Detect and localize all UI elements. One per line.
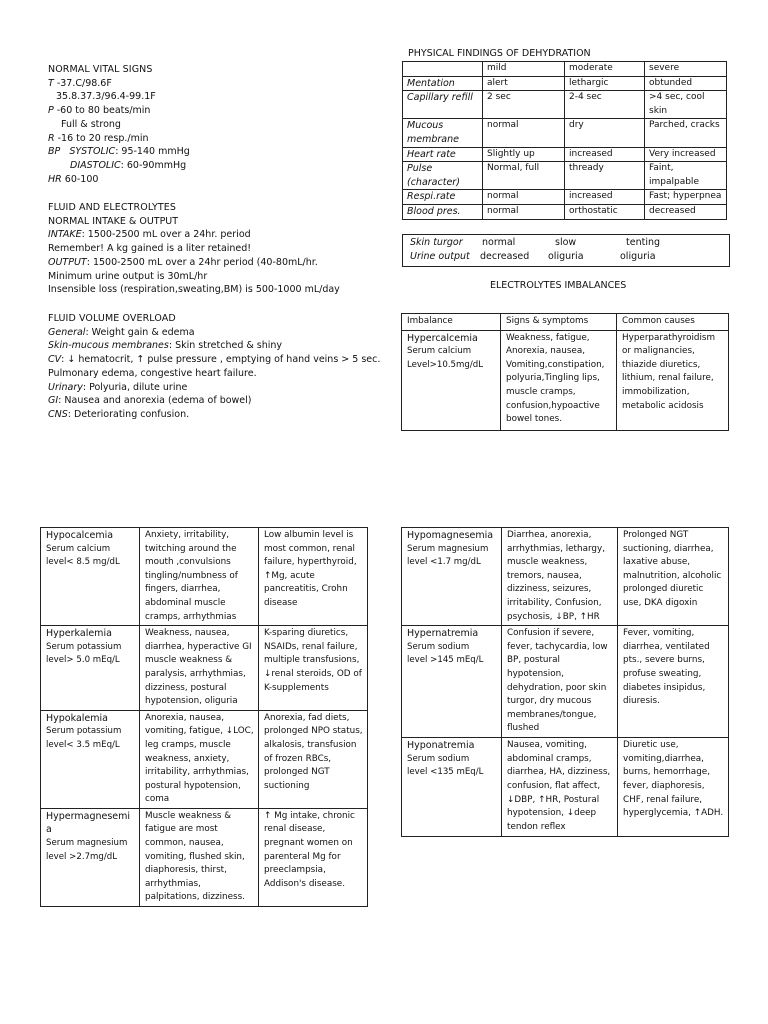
table-header-cell — [403, 62, 483, 77]
imbalance-sub1: Serum sodium — [407, 753, 470, 764]
table-cell: Normal, full — [483, 162, 565, 190]
table-cell: dry — [565, 119, 645, 147]
fluid-overload-section — [48, 312, 380, 422]
min-urine-line: Minimum urine output is 30mL/hr — [48, 270, 208, 282]
imbalance-cell — [402, 330, 501, 430]
imbalance-sub1: Serum calcium — [407, 346, 472, 357]
imbalance-sub2: level< 8.5 mg/dL — [46, 557, 120, 568]
intake-line: INTAKE: 1500-2500 mL over a 24hr. period — [48, 229, 251, 241]
gi-line: GI: Nausea and anorexia (edema of bowel) — [48, 395, 252, 407]
table-row — [402, 738, 729, 837]
table-row — [41, 808, 368, 906]
causes-cell: Fever, vomiting, diarrhea, ventilated pts., severe burns, profuse sweating, diabetes insipidus, diuresis. — [618, 626, 729, 738]
insensible-loss-line: Insensible loss (respiration,sweating,BM) is 500-1000 mL/day — [48, 284, 340, 296]
causes-cell: ↑ Mg intake, chronic renal disease, pregnant women on parenteral Mg for preeclampsia, Addison's disease. — [259, 808, 368, 906]
cns-line: CNS: Deteriorating confusion. — [48, 408, 190, 420]
causes-cell: K-sparing diuretics, NSAIDs, renal failure, multiple transfusions, ↓renal steroids, OD of K-supplements — [259, 626, 368, 711]
signs-cell: Muscle weakness & fatigue are most common, nausea, vomiting, flushed skin, diaphoresis, thirst, arrhythmias, palpitations, dizziness. — [140, 808, 259, 906]
signs-cell: Anorexia, nausea, vomiting, fatigue, ↓LOC, leg cramps, muscle weakness, anxiety, irritability, arrhythmias, postural hypotension, coma — [140, 710, 259, 808]
table-row — [403, 119, 727, 147]
diastolic-line: DIASTOLIC: 60-90mmHg — [70, 159, 187, 171]
fluid-electrolytes-section — [48, 201, 340, 297]
table-row — [403, 204, 727, 219]
imbalance-name: Hypokalemia — [46, 712, 108, 724]
table-header-cell: Signs & symptoms — [501, 314, 617, 331]
table-header-cell: mild — [483, 62, 565, 77]
table-header-cell: severe — [645, 62, 727, 77]
electrolytes-title: ELECTROLYTES IMBALANCES — [490, 280, 627, 291]
table-cell: normal — [483, 204, 565, 219]
table-cell: Very increased — [645, 147, 727, 162]
skin-turgor-severe: tenting — [626, 237, 661, 248]
imbalance-name: Hypocalcemia — [46, 530, 114, 541]
causes-cell: Prolonged NGT suctioning, diarrhea, laxative abuse, malnutrition, alcoholic prolonged diuretic use, DKA digoxin — [618, 528, 729, 626]
signs-cell: Weakness, nausea, diarrhea, hyperactive GI muscle weakness & paralysis, arrhythmias, dizziness, postural hypotension, oliguria — [140, 626, 259, 711]
fluid-subtitle: NORMAL INTAKE & OUTPUT — [48, 215, 179, 227]
imbalance-name: Hypercalcemia — [407, 332, 478, 344]
imbalance-sub2: level> 5.0 mEq/L — [46, 655, 120, 666]
causes-cell: Low albumin level is most common, renal failure, hyperthyroid, ↑Mg, acute pancreatitis, Crohn disease — [259, 528, 368, 626]
table-header-cell: moderate — [565, 62, 645, 77]
imbalance-name: Hyponatremia — [407, 740, 475, 752]
table-cell: alert — [483, 76, 565, 91]
systolic-line: BP SYSTOLIC: 95-140 mmHg — [48, 146, 190, 158]
imbalance-sub1: Serum potassium — [46, 641, 122, 652]
dehydration-title: PHYSICAL FINDINGS OF DEHYDRATION — [408, 48, 591, 59]
imbalance-sub1: Serum magnesium — [46, 838, 128, 849]
causes-cell: Diuretic use, vomiting,diarrhea, burns, hemorrhage, fever, diaphoresis, CHF, renal failure, hyperglycemia, ↑ADH. — [618, 738, 729, 837]
table-cell: Slightly up — [483, 147, 565, 162]
urine-output-mild: decreased — [480, 251, 530, 262]
cv-line: CV: ↓ hematocrit, ↑ pulse pressure , emptying of hand veins > 5 sec. — [48, 354, 381, 366]
skin-line: Skin-mucous membranes: Skin stretched & shiny — [48, 340, 283, 352]
imbalance-cell — [402, 626, 502, 738]
table-row — [403, 190, 727, 205]
row-label-cell: Blood pres. — [403, 204, 483, 219]
skin-turgor-label: Skin turgor — [410, 237, 463, 248]
causes-cell: Hyperparathyroidism or malignancies, thiazide diuretics, lithium, renal failure, immobilization, metabolic acidosis — [617, 330, 729, 430]
imbalance-sub2: level >2.7mg/dL — [46, 851, 117, 862]
urine-output-moderate: oliguria — [548, 251, 584, 262]
vital-signs-title: NORMAL VITAL SIGNS — [48, 64, 153, 75]
imbalance-cell — [402, 738, 502, 837]
imbalance-cell — [41, 528, 140, 626]
table-cell: thready — [565, 162, 645, 190]
table-cell: normal — [483, 190, 565, 205]
imbalance-sub2: level <1.7 mg/dL — [407, 557, 481, 568]
imbalance-cell — [41, 710, 140, 808]
signs-cell: Anxiety, irritability, twitching around the mouth ,convulsions tingling/numbness of fingers, diarrhea, abdominal muscle cramps, arrhythmias — [140, 528, 259, 626]
signs-cell: Nausea, vomiting, abdominal cramps, diarrhea, HA, dizziness, confusion, flat affect, ↓DBP, ↑HR, Postural hypotension, ↓deep tendon reflex — [502, 738, 618, 837]
table-cell: Fast; hyperpnea — [645, 190, 727, 205]
table-header-cell: Imbalance — [402, 314, 501, 331]
skin-turgor-mild: normal — [482, 237, 516, 248]
left-electrolytes-table — [40, 527, 368, 907]
row-label-cell: Pulse (character) — [403, 162, 483, 190]
fluid-title: FLUID AND ELECTROLYTES — [48, 202, 176, 213]
overload-title: FLUID VOLUME OVERLOAD — [48, 313, 176, 324]
row-label-cell: Mucous membrane — [403, 119, 483, 147]
electrolytes-header-row — [402, 314, 729, 331]
signs-cell: Weakness, fatigue, Anorexia, nausea, Vomiting,constipation, polyuria,Tingling lips, muscle cramps, confusion,hypoactive bowel tones. — [501, 330, 617, 430]
imbalance-sub2: level <135 mEq/L — [407, 767, 484, 778]
skin-turgor-moderate: slow — [555, 237, 577, 248]
left-electrolytes-body — [41, 528, 368, 907]
table-cell: obtunded — [645, 76, 727, 91]
pulse-line: P -60 to 80 beats/min — [48, 105, 151, 117]
imbalance-sub2: level >145 mEq/L — [407, 655, 484, 666]
table-cell: Faint, impalpable — [645, 162, 727, 190]
imbalance-sub1: Serum sodium — [407, 641, 470, 652]
hypercalcemia-table — [401, 313, 729, 431]
imbalance-sub2: Level>10.5mg/dL — [407, 359, 483, 370]
urine-output-label: Urine output — [410, 251, 470, 262]
imbalance-name: Hypomagnesemia — [407, 530, 494, 541]
right-electrolytes-body — [402, 528, 729, 837]
temperature-line: T -37.C/98.6F — [48, 77, 112, 89]
dehydration-table — [402, 61, 727, 220]
table-cell: >4 sec, cool skin — [645, 91, 727, 119]
imbalance-cell — [402, 528, 502, 626]
table-row — [402, 528, 729, 626]
urine-output-severe: oliguria — [620, 251, 656, 262]
table-row — [403, 162, 727, 190]
pulmonary-line: Pulmonary edema, congestive heart failure. — [48, 367, 257, 379]
imbalance-sub1: Serum potassium — [46, 726, 122, 737]
table-cell: Parched, cracks — [645, 119, 727, 147]
table-cell: normal — [483, 119, 565, 147]
table-row — [403, 91, 727, 119]
table-cell: decreased — [645, 204, 727, 219]
signs-cell: Confusion if severe, fever, tachycardia, low BP, postural hypotension, dehydration, poor skin turgor, dry mucous membranes/tongue, flushed — [502, 626, 618, 738]
table-cell: 2 sec — [483, 91, 565, 119]
table-row — [403, 76, 727, 91]
urinary-line: Urinary: Polyuria, dilute urine — [48, 381, 188, 393]
imbalance-sub2: level< 3.5 mEq/L — [46, 739, 120, 750]
dehydration-header-row — [403, 62, 727, 77]
table-cell: 2-4 sec — [565, 91, 645, 119]
imbalance-cell — [41, 626, 140, 711]
table-row — [41, 710, 368, 808]
heart-rate-line: HR 60-100 — [48, 173, 99, 185]
table-cell: lethargic — [565, 76, 645, 91]
row-label-cell: Heart rate — [403, 147, 483, 162]
row-label-cell: Capillary refill — [403, 91, 483, 119]
row-label-cell: Mentation — [403, 76, 483, 91]
imbalance-cell — [41, 808, 140, 906]
imbalance-name: Hypermagnesemia — [46, 810, 131, 836]
signs-cell: Diarrhea, anorexia, arrhythmias, lethargy, muscle weakness, tremors, nausea, dizziness, seizures, irritability, Confusion, psychosis, ↓BP, ↑HR — [502, 528, 618, 626]
table-row — [403, 147, 727, 162]
table-row — [402, 330, 729, 430]
right-electrolytes-table — [401, 527, 729, 837]
imbalance-name: Hypernatremia — [407, 628, 479, 640]
table-cell: increased — [565, 190, 645, 205]
row-label-cell: Respi.rate — [403, 190, 483, 205]
table-row — [41, 626, 368, 711]
table-cell: orthostatic — [565, 204, 645, 219]
respiration-line: R -16 to 20 resp./min — [48, 132, 149, 144]
table-row — [402, 626, 729, 738]
remember-line: Remember! A kg gained is a liter retained! — [48, 243, 252, 255]
imbalance-sub1: Serum magnesium — [407, 543, 489, 554]
output-line: OUTPUT: 1500-2500 mL over a 24hr period (40-80mL/hr. — [48, 256, 318, 268]
causes-cell: Anorexia, fad diets, prolonged NPO status, alkalosis, transfusion of frozen RBCs, prolonged NGT suctioning — [259, 710, 368, 808]
temperature-range: 35.8.37.3/96.4-99.1F — [56, 91, 156, 103]
pulse-note: Full & strong — [61, 118, 121, 130]
table-cell: increased — [565, 147, 645, 162]
vital-signs-section — [48, 63, 190, 186]
dehydration-table-body — [403, 62, 727, 220]
turgor-urine-box — [402, 234, 730, 267]
imbalance-sub1: Serum calcium — [46, 543, 111, 554]
imbalance-name: Hyperkalemia — [46, 628, 112, 640]
table-header-cell: Common causes — [617, 314, 729, 331]
general-line: General: Weight gain & edema — [48, 326, 195, 338]
table-row — [41, 528, 368, 626]
